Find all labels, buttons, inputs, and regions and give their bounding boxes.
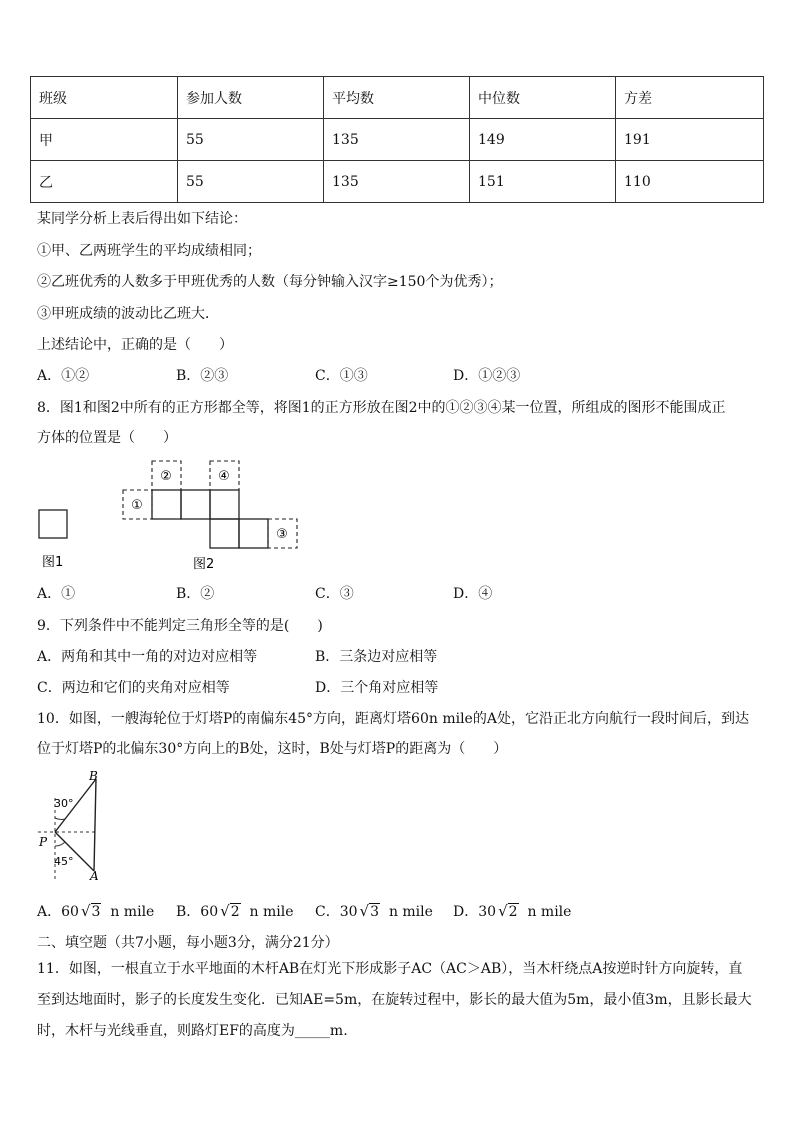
radicand: 2 bbox=[230, 904, 240, 920]
q8-option-a[interactable]: A．① bbox=[37, 586, 76, 602]
score-table bbox=[30, 76, 764, 203]
fig1-label: 图1 bbox=[42, 555, 64, 570]
q10-stem-line1: 10．如图，一艘海轮位于灯塔P的南偏东45°方向，距离灯塔60n mile的A处，它沿正北方向航行一段时间后，到达 bbox=[37, 711, 749, 727]
q11-stem-line2: 至到达地面时，影子的长度发生变化．已知AE=5m，在旋转过程中，影长的最大值为5m，最小值3m，且影长最大 bbox=[37, 992, 752, 1008]
q11-stem-line1: 11．如图，一根直立于水平地面的木杆AB在灯光下形成影子AC（AC＞AB），当木杆绕点A按逆时针方向旋转，直 bbox=[37, 961, 743, 977]
table-cell: 135 bbox=[324, 161, 470, 203]
fig1-square bbox=[39, 510, 67, 538]
table-cell: 55 bbox=[178, 161, 324, 203]
table-header-cell: 参加人数 bbox=[178, 77, 324, 119]
q7-conclusion-1: ①甲、乙两班学生的平均成绩相同； bbox=[37, 243, 261, 259]
angle-label-30: 30° bbox=[54, 797, 74, 810]
q9-stem: 9．下列条件中不能判定三角形全等的是( ) bbox=[37, 618, 323, 634]
mark-2: ② bbox=[160, 469, 172, 484]
angle-arc-bottom bbox=[55, 842, 65, 846]
sqrt-icon: √3 bbox=[359, 902, 380, 920]
q7-question: 上述结论中，正确的是（ ） bbox=[37, 337, 233, 353]
option-unit: n mile bbox=[388, 904, 433, 920]
label-b: B bbox=[89, 769, 98, 783]
table-cell: 55 bbox=[178, 119, 324, 161]
table-header-cell: 班级 bbox=[31, 77, 178, 119]
q8-figure bbox=[30, 458, 310, 574]
q7-option-a[interactable]: A．①② bbox=[37, 368, 90, 384]
mark-3: ③ bbox=[276, 527, 288, 542]
fig2-label: 图2 bbox=[193, 557, 215, 572]
option-coef: 60 bbox=[61, 904, 79, 920]
q9-option-a[interactable]: A．两角和其中一角的对边对应相等 bbox=[37, 649, 258, 665]
option-unit: n mile bbox=[249, 904, 294, 920]
mark-1: ① bbox=[131, 498, 143, 513]
q10-option-c[interactable] bbox=[315, 902, 433, 921]
segment-ab bbox=[94, 779, 96, 871]
q8-option-b[interactable]: B．② bbox=[176, 586, 215, 602]
q10-option-d[interactable] bbox=[453, 902, 571, 921]
option-letter: A． bbox=[37, 904, 62, 920]
table-cell: 甲 bbox=[31, 119, 178, 161]
net-square bbox=[152, 490, 181, 519]
sqrt-icon: √2 bbox=[220, 902, 240, 920]
fig2-net bbox=[152, 490, 268, 548]
table-header-row bbox=[31, 77, 764, 119]
table-cell: 乙 bbox=[31, 161, 178, 203]
q11-stem-line3: 时，木杆与光线垂直，则路灯EF的高度为_____m. bbox=[37, 1023, 348, 1039]
table-cell: 135 bbox=[324, 119, 470, 161]
q7-conclusion-3: ③甲班成绩的波动比乙班大． bbox=[37, 306, 219, 322]
option-coef: 30 bbox=[478, 904, 497, 920]
table-header-cell: 中位数 bbox=[470, 77, 616, 119]
table-cell: 149 bbox=[470, 119, 616, 161]
table-cell: 151 bbox=[470, 161, 616, 203]
net-square bbox=[181, 490, 210, 519]
q7-conclusion-2: ②乙班优秀的人数多于甲班优秀的人数（每分钟输入汉字≥150个为优秀）； bbox=[37, 274, 503, 290]
label-a: A bbox=[90, 869, 99, 883]
q10-option-b[interactable] bbox=[176, 902, 294, 921]
option-letter: B． bbox=[176, 904, 201, 920]
q10-option-a[interactable] bbox=[37, 902, 154, 921]
option-unit: n mile bbox=[110, 904, 155, 920]
radicand: 3 bbox=[91, 904, 101, 920]
sqrt-icon: √2 bbox=[498, 902, 518, 920]
option-coef: 30 bbox=[339, 904, 358, 920]
net-square bbox=[210, 490, 239, 519]
q7-option-c[interactable]: C．①③ bbox=[315, 368, 368, 384]
q8-option-c[interactable]: C．③ bbox=[315, 586, 354, 602]
table-row bbox=[31, 161, 764, 203]
table-header-cell: 方差 bbox=[616, 77, 764, 119]
q9-option-b[interactable]: B．三条边对应相等 bbox=[315, 649, 438, 665]
table-cell: 110 bbox=[616, 161, 764, 203]
option-unit: n mile bbox=[527, 904, 572, 920]
table-header-cell: 平均数 bbox=[324, 77, 470, 119]
q7-option-d[interactable]: D．①②③ bbox=[453, 368, 521, 384]
sqrt-icon: √3 bbox=[80, 902, 101, 920]
table-row bbox=[31, 119, 764, 161]
q9-option-d[interactable]: D．三个角对应相等 bbox=[315, 680, 439, 696]
q9-option-c[interactable]: C．两边和它们的夹角对应相等 bbox=[37, 680, 230, 696]
section-heading: 二、填空题（共7小题，每小题3分，满分21分） bbox=[37, 935, 339, 951]
option-coef: 60 bbox=[200, 904, 219, 920]
net-square bbox=[239, 519, 268, 548]
radicand: 2 bbox=[508, 904, 518, 920]
q8-stem-line2: 方体的位置是（ ） bbox=[37, 430, 177, 446]
q8-stem-line1: 8．图1和图2中所有的正方形都全等，将图1的正方形放在图2中的①②③④某一位置，所组成的图形不能围成正 bbox=[37, 400, 726, 416]
q8-option-d[interactable]: D．④ bbox=[453, 586, 493, 602]
q7-intro: 某同学分析上表后得出如下结论： bbox=[37, 211, 247, 227]
q10-stem-line2: 位于灯塔P的北偏东30°方向上的B处，这时，B处与灯塔P的距离为（ ） bbox=[37, 741, 508, 757]
angle-label-45: 45° bbox=[54, 855, 74, 868]
q10-figure bbox=[34, 768, 114, 886]
option-letter: D． bbox=[453, 904, 479, 920]
label-p: P bbox=[39, 835, 48, 849]
radicand: 3 bbox=[370, 904, 380, 920]
net-square bbox=[210, 519, 239, 548]
option-letter: C． bbox=[315, 904, 340, 920]
table-cell: 191 bbox=[616, 119, 764, 161]
q7-option-b[interactable]: B．②③ bbox=[176, 368, 229, 384]
angle-arc-top bbox=[55, 818, 65, 819]
mark-4: ④ bbox=[218, 469, 230, 484]
